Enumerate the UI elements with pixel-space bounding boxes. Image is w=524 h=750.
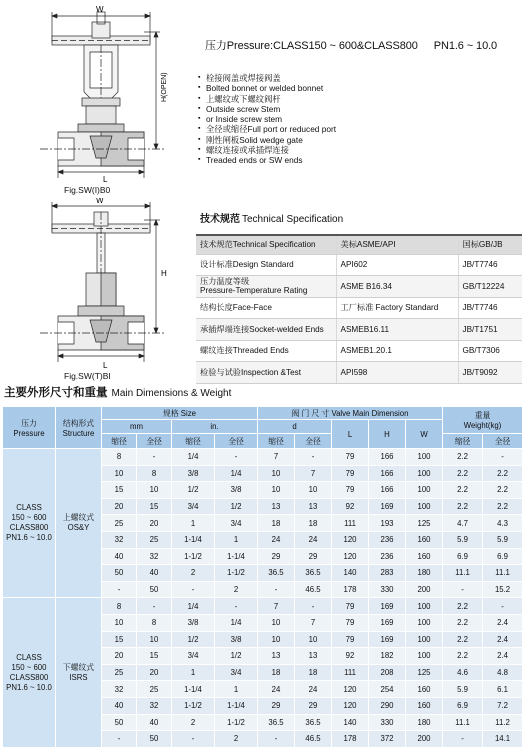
dims-cell: 330 <box>369 581 406 598</box>
pressure-group-cell: CLASS 150 ~ 600 CLASS800 PN1.6 ~ 10.0 <box>3 449 56 598</box>
dims-cell: 2.2 <box>443 465 483 482</box>
spec-title <box>200 210 343 225</box>
dims-cell: 11.2 <box>483 714 523 731</box>
dims-cell: 1 <box>172 515 215 532</box>
dims-cell: 330 <box>369 714 406 731</box>
dims-cell: 13 <box>258 498 295 515</box>
dims-cell: 8 <box>102 598 137 615</box>
spec-cell: 设计标准Design Standard <box>196 254 336 276</box>
spec-row <box>196 362 522 384</box>
dims-cell: - <box>483 598 523 615</box>
structure-group-cell: 下螺纹式 ISRS <box>56 598 102 747</box>
dims-cell: 24 <box>295 681 332 698</box>
dims-header-l: L <box>332 420 369 449</box>
spec-row <box>196 254 522 276</box>
dims-cell: 40 <box>137 714 172 731</box>
dims-cell: 1-1/2 <box>215 565 258 582</box>
dims-cell: 15 <box>102 631 137 648</box>
dims-cell: 100 <box>406 598 443 615</box>
dims-cell: 92 <box>332 498 369 515</box>
dims-cell: 1-1/4 <box>172 681 215 698</box>
spec-row <box>196 276 522 298</box>
dims-subheader: 缩径 <box>172 434 215 449</box>
dims-cell: 20 <box>137 664 172 681</box>
dims-cell: 1/4 <box>215 614 258 631</box>
dims-cell: 29 <box>295 548 332 565</box>
dims-cell: - <box>102 731 137 748</box>
dims-cell: 372 <box>369 731 406 748</box>
dims-cell: 182 <box>369 648 406 665</box>
dims-cell: 3/8 <box>172 465 215 482</box>
dims-cell: 13 <box>295 498 332 515</box>
dims-cell: 100 <box>406 449 443 466</box>
dims-cell: 125 <box>406 515 443 532</box>
dims-cell: 140 <box>332 565 369 582</box>
dims-cell: 20 <box>102 498 137 515</box>
dims-cell: 20 <box>102 648 137 665</box>
dims-cell: 236 <box>369 531 406 548</box>
dims-cell: 2 <box>172 565 215 582</box>
dims-cell: 4.6 <box>443 664 483 681</box>
dims-cell: 169 <box>369 614 406 631</box>
feature-item: ▪ 栓接阀盖或焊接阀盖 <box>198 73 518 83</box>
dims-cell: 2.2 <box>443 614 483 631</box>
spec-cell: 检验与试验Inspection &Test <box>196 362 336 384</box>
dim-w-label: W <box>96 198 104 205</box>
dims-subheader: 缩径 <box>258 434 295 449</box>
dims-cell: 36.5 <box>258 565 295 582</box>
dims-cell: 254 <box>369 681 406 698</box>
dims-cell: 6.9 <box>443 697 483 714</box>
dims-cell: 178 <box>332 581 369 598</box>
dims-cell: 100 <box>406 648 443 665</box>
dims-cell: 3/4 <box>172 648 215 665</box>
dims-subheader: 全径 <box>295 434 332 449</box>
dims-cell: 2.2 <box>443 449 483 466</box>
dims-cell: - <box>295 449 332 466</box>
dims-cell: 2.2 <box>483 482 523 499</box>
dims-cell: 2.4 <box>483 631 523 648</box>
dims-cell: 283 <box>369 565 406 582</box>
dims-subheader: 全径 <box>483 434 523 449</box>
spec-cell: JB/T1751 <box>458 319 522 341</box>
dims-cell: - <box>215 449 258 466</box>
dims-subheader: 全径 <box>137 434 172 449</box>
dims-cell: 13 <box>295 648 332 665</box>
dims-cell: 32 <box>102 681 137 698</box>
dims-cell: 180 <box>406 714 443 731</box>
dims-cell: 1/2 <box>172 482 215 499</box>
dims-cell: 3/8 <box>215 631 258 648</box>
dims-cell: 79 <box>332 482 369 499</box>
dims-cell: - <box>137 598 172 615</box>
dims-row <box>3 449 523 466</box>
dims-cell: 2.2 <box>483 498 523 515</box>
spec-row <box>196 319 522 341</box>
dims-cell: 10 <box>258 631 295 648</box>
dims-cell: 4.3 <box>483 515 523 532</box>
dims-cell: 10 <box>137 482 172 499</box>
dims-cell: 10 <box>258 614 295 631</box>
dims-cell: 1-1/2 <box>172 697 215 714</box>
dims-subheader: 缩径 <box>102 434 137 449</box>
dims-cell: 46.5 <box>295 581 332 598</box>
dims-cell: 180 <box>406 565 443 582</box>
dims-table <box>2 406 523 748</box>
dims-cell: 25 <box>102 664 137 681</box>
dims-cell: - <box>172 731 215 748</box>
feature-item: ▪ 上螺纹或下螺纹阀杆 <box>198 94 518 104</box>
dims-cell: 50 <box>102 714 137 731</box>
dims-cell: 36.5 <box>295 714 332 731</box>
feature-list <box>198 73 518 166</box>
dims-cell: 160 <box>406 681 443 698</box>
dims-cell: 14.1 <box>483 731 523 748</box>
dims-cell: 2 <box>215 581 258 598</box>
spec-cell: GB/T12224 <box>458 276 522 298</box>
spec-cell: 螺纹连接Threaded Ends <box>196 340 336 362</box>
dims-cell: 4.8 <box>483 664 523 681</box>
dims-cell: 290 <box>369 697 406 714</box>
dims-cell: 8 <box>102 449 137 466</box>
spec-header-row <box>196 235 522 254</box>
feature-item: ▪ 刚性闸板Solid wedge gate <box>198 135 518 145</box>
dims-cell: 46.5 <box>295 731 332 748</box>
pressure-rating-line <box>205 37 497 53</box>
dims-header-in: in. <box>172 420 258 434</box>
dims-cell: 3/4 <box>172 498 215 515</box>
dims-cell: 79 <box>332 614 369 631</box>
dims-cell: 4.7 <box>443 515 483 532</box>
dims-cell: 2 <box>215 731 258 748</box>
dims-cell: 125 <box>406 664 443 681</box>
dims-subheader: 全径 <box>215 434 258 449</box>
dims-cell: 2.2 <box>483 465 523 482</box>
pressure-group-cell: CLASS 150 ~ 600 CLASS800 PN1.6 ~ 10.0 <box>3 598 56 747</box>
dims-cell: 10 <box>137 631 172 648</box>
dims-cell: 32 <box>137 697 172 714</box>
dim-l-label: L <box>103 175 108 184</box>
spec-cell: ASMEB1.20.1 <box>336 340 458 362</box>
dims-header-weight: 重量 Weight(kg) <box>443 407 523 434</box>
dims-cell: 20 <box>137 515 172 532</box>
dims-cell: 2.2 <box>443 631 483 648</box>
dims-cell: 3/4 <box>215 664 258 681</box>
dims-cell: 1 <box>215 681 258 698</box>
dims-cell: 10 <box>102 614 137 631</box>
dims-body <box>3 449 523 748</box>
dims-cell: 5.9 <box>443 681 483 698</box>
dims-cell: 15.2 <box>483 581 523 598</box>
spec-cell: 结构长度Face-Face <box>196 297 336 319</box>
dims-cell: 160 <box>406 697 443 714</box>
spec-table <box>196 234 522 384</box>
dims-cell: 193 <box>369 515 406 532</box>
dims-cell: 6.9 <box>483 548 523 565</box>
spec-cell: API598 <box>336 362 458 384</box>
structure-group-cell: 上螺纹式 OS&Y <box>56 449 102 598</box>
dims-title-cn: 主要外形尺寸和重量 <box>4 387 108 399</box>
dims-cell: 7 <box>295 614 332 631</box>
dims-cell: 15 <box>137 648 172 665</box>
dims-header-size: 规格 Size <box>102 407 258 420</box>
dims-cell: - <box>172 581 215 598</box>
dims-cell: 29 <box>258 697 295 714</box>
dims-cell: 178 <box>332 731 369 748</box>
dims-cell: 15 <box>102 482 137 499</box>
pressure-pn: PN1.6 ~ 10.0 <box>433 40 498 52</box>
spec-cell: 压力温度等级 Pressure-Temperature Rating <box>196 276 336 298</box>
dims-cell: 3/4 <box>215 515 258 532</box>
dim-w-label: W <box>96 5 104 14</box>
spec-title-cn: 技术规范 <box>200 214 240 225</box>
spec-cell: ASME B16.34 <box>336 276 458 298</box>
dims-cell: 8 <box>137 465 172 482</box>
dims-cell: 120 <box>332 681 369 698</box>
dims-cell: 7.2 <box>483 697 523 714</box>
dims-cell: 40 <box>137 565 172 582</box>
dims-cell: 29 <box>295 697 332 714</box>
dims-cell: 200 <box>406 731 443 748</box>
spec-header-cell: 国标GB/JB <box>458 235 522 254</box>
dims-cell: 7 <box>258 449 295 466</box>
dims-cell: 1/4 <box>172 598 215 615</box>
dims-cell: - <box>258 731 295 748</box>
dims-cell: 92 <box>332 648 369 665</box>
spec-row <box>196 297 522 319</box>
dims-cell: 2 <box>172 714 215 731</box>
dims-cell: 18 <box>258 664 295 681</box>
dims-subheader: 缩径 <box>443 434 483 449</box>
spec-cell: 承插焊端连接Socket-welded Ends <box>196 319 336 341</box>
dims-cell: 166 <box>369 449 406 466</box>
dims-header-h: H <box>369 420 406 449</box>
dims-cell: 79 <box>332 631 369 648</box>
dims-cell: 2.2 <box>443 498 483 515</box>
dims-title <box>4 384 231 400</box>
dims-cell: 10 <box>295 631 332 648</box>
dims-cell: 18 <box>295 664 332 681</box>
dims-header-valve-dim: 阀 门 尺 寸 Valve Main Dimension <box>258 407 443 420</box>
dims-cell: - <box>443 581 483 598</box>
dims-cell: 29 <box>258 548 295 565</box>
dims-cell: - <box>295 598 332 615</box>
dims-header-d: d <box>258 420 332 434</box>
feature-item: ▪ Outside screw Stem <box>198 104 518 114</box>
dims-cell: 160 <box>406 531 443 548</box>
dims-cell: 100 <box>406 614 443 631</box>
dims-cell: 100 <box>406 498 443 515</box>
dims-cell: 32 <box>102 531 137 548</box>
dims-cell: 160 <box>406 548 443 565</box>
dims-cell: 169 <box>369 498 406 515</box>
dims-cell: - <box>102 581 137 598</box>
dims-cell: 200 <box>406 581 443 598</box>
dims-cell: 24 <box>258 681 295 698</box>
dims-cell: 25 <box>137 531 172 548</box>
dim-h-open-label: H(OPEN) <box>161 72 168 102</box>
dims-cell: 40 <box>102 548 137 565</box>
dims-cell: 166 <box>369 465 406 482</box>
spec-header-cell: 技术规范Technical Specification <box>196 235 336 254</box>
dims-cell: 120 <box>332 548 369 565</box>
spec-cell: JB/T7746 <box>458 297 522 319</box>
spec-cell: JB/T7746 <box>458 254 522 276</box>
dims-cell: 10 <box>102 465 137 482</box>
spec-row <box>196 340 522 362</box>
spec-cell: API602 <box>336 254 458 276</box>
dims-cell: 2.2 <box>443 598 483 615</box>
dims-cell: - <box>443 731 483 748</box>
dims-cell: 1/2 <box>215 498 258 515</box>
dims-cell: 40 <box>102 697 137 714</box>
dims-cell: 111 <box>332 515 369 532</box>
dims-cell: 1-1/4 <box>172 531 215 548</box>
figure-caption-isrs: Fig.SW(T)BI <box>64 371 111 381</box>
dims-cell: 32 <box>137 548 172 565</box>
dims-cell: 3/8 <box>172 614 215 631</box>
spec-cell: 工厂标准 Factory Standard <box>336 297 458 319</box>
dims-header-w: W <box>406 420 443 449</box>
dims-cell: 1/4 <box>215 465 258 482</box>
dims-cell: 13 <box>258 648 295 665</box>
dims-cell: 25 <box>102 515 137 532</box>
dims-cell: 3/8 <box>215 482 258 499</box>
dims-cell: 15 <box>137 498 172 515</box>
dims-cell: 11.1 <box>443 714 483 731</box>
dims-cell: 1/2 <box>215 648 258 665</box>
dims-cell: 79 <box>332 465 369 482</box>
valve-drawing-isrs <box>40 198 200 373</box>
spec-title-en: Technical Specification <box>242 214 344 225</box>
dims-cell: 36.5 <box>295 565 332 582</box>
dims-cell: 166 <box>369 482 406 499</box>
spec-cell: GB/T7306 <box>458 340 522 362</box>
dims-cell: 36.5 <box>258 714 295 731</box>
dims-cell: 2.4 <box>483 614 523 631</box>
dims-cell: 1-1/4 <box>215 697 258 714</box>
dims-cell: 1 <box>172 664 215 681</box>
pressure-class: 压力Pressure:CLASS150 ~ 600&CLASS800 <box>205 40 418 52</box>
dims-cell: 140 <box>332 714 369 731</box>
dims-header-structure: 结构形式 Structure <box>56 407 102 449</box>
dims-cell: 2.4 <box>483 648 523 665</box>
dims-header-row <box>3 407 523 420</box>
dims-row <box>3 598 523 615</box>
dims-title-en: Main Dimensions & Weight <box>111 388 232 399</box>
dims-cell: 24 <box>295 531 332 548</box>
dims-cell: - <box>258 581 295 598</box>
figure-caption-osy: Fig.SW(I)B0 <box>64 185 111 195</box>
spec-cell: ASMEB16.11 <box>336 319 458 341</box>
spec-header-cell: 美标ASME/API <box>336 235 458 254</box>
dims-cell: 79 <box>332 449 369 466</box>
feature-item: ▪ Treaded ends or SW ends <box>198 155 518 165</box>
dim-l-label: L <box>103 361 108 370</box>
dims-cell: - <box>483 449 523 466</box>
dims-cell: 1-1/2 <box>172 548 215 565</box>
dims-cell: 1-1/2 <box>215 714 258 731</box>
dims-cell: 2.2 <box>443 648 483 665</box>
dim-h-label: H <box>161 269 167 278</box>
dims-header-pressure: 压力 Pressure <box>3 407 56 449</box>
dims-cell: 25 <box>137 681 172 698</box>
dims-cell: 79 <box>332 598 369 615</box>
feature-item: ▪ or Inside screw stem <box>198 114 518 124</box>
dims-cell: 1/2 <box>172 631 215 648</box>
dims-cell: - <box>137 449 172 466</box>
dims-cell: 8 <box>137 614 172 631</box>
dims-cell: 1-1/4 <box>215 548 258 565</box>
dims-cell: 169 <box>369 631 406 648</box>
dims-cell: 50 <box>102 565 137 582</box>
dims-cell: 208 <box>369 664 406 681</box>
dims-cell: 120 <box>332 531 369 548</box>
dims-cell: 11.1 <box>443 565 483 582</box>
dims-header-mm: mm <box>102 420 172 434</box>
dims-cell: 111 <box>332 664 369 681</box>
dims-cell: 1 <box>215 531 258 548</box>
dims-cell: 169 <box>369 598 406 615</box>
dims-cell: 1/4 <box>172 449 215 466</box>
dims-cell: 100 <box>406 482 443 499</box>
dims-cell: 10 <box>295 482 332 499</box>
dims-cell: 24 <box>258 531 295 548</box>
spec-cell: JB/T9092 <box>458 362 522 384</box>
dims-cell: 50 <box>137 581 172 598</box>
dims-cell: 18 <box>295 515 332 532</box>
dims-cell: 10 <box>258 465 295 482</box>
dims-cell: 7 <box>258 598 295 615</box>
dims-cell: 11.1 <box>483 565 523 582</box>
dims-cell: 2.2 <box>443 482 483 499</box>
dims-cell: 50 <box>137 731 172 748</box>
valve-drawing-osy <box>40 2 200 187</box>
dims-cell: 100 <box>406 631 443 648</box>
dims-cell: 100 <box>406 465 443 482</box>
dims-cell: 7 <box>295 465 332 482</box>
dims-cell: 6.1 <box>483 681 523 698</box>
dims-cell: 18 <box>258 515 295 532</box>
dims-cell: 120 <box>332 697 369 714</box>
dims-cell: 6.9 <box>443 548 483 565</box>
dims-cell: 5.9 <box>483 531 523 548</box>
feature-item: ▪ 全径或缩径Full port or reduced port <box>198 124 518 134</box>
dims-cell: - <box>215 598 258 615</box>
dims-cell: 5.9 <box>443 531 483 548</box>
dims-cell: 10 <box>258 482 295 499</box>
feature-item: ▪ 螺纹连接或承插焊连接 <box>198 145 518 155</box>
feature-item: ▪ Bolted bonnet or welded bonnet <box>198 83 518 93</box>
dims-cell: 236 <box>369 548 406 565</box>
